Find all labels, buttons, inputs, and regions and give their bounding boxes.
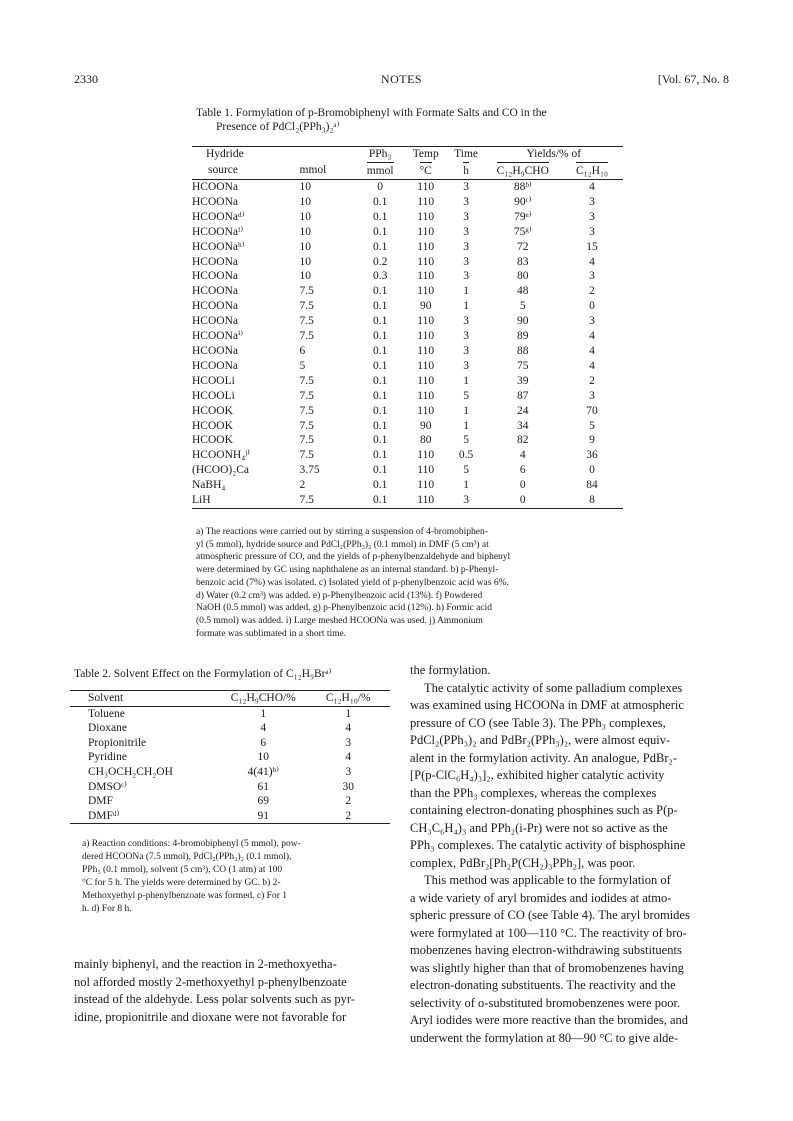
footnote-line: formate was sublimated in a short time. (196, 628, 347, 639)
table-cell-solvent: Propionitrile (88, 736, 147, 749)
table-row (192, 478, 623, 493)
table-cell-source: HCOOK (192, 404, 233, 417)
table-cell-solvent: CH₃OCH₂CH₂OH (88, 765, 173, 778)
table-cell-temp: 110 (417, 449, 435, 462)
table1-footnotes (196, 526, 622, 640)
footnote-line: were determined by GC using naphthalene as an internal standard. b) p-Phenyl- (196, 565, 499, 576)
table-cell-pph3: 0.1 (372, 285, 388, 298)
header-y2: C₁₂H₁₀ (576, 162, 608, 179)
table-cell-source: HCOONa (192, 181, 238, 193)
table-cell-y2: 15 (586, 240, 598, 253)
header-temp-unit: °C (420, 162, 432, 179)
table-cell-mmol: 7.5 (299, 374, 314, 387)
table-cell-solvent: Pyridine (88, 751, 127, 764)
body-text-line: spheric pressure of CO (see Table 4). The aryl bromides (410, 908, 690, 922)
table-cell-mmol: 10 (299, 255, 312, 268)
table-row (70, 794, 390, 809)
table-row (192, 463, 623, 478)
table-cell-y1: 91 (257, 809, 270, 822)
table-cell-y2: 2 (589, 285, 595, 298)
table-cell-y2: 3 (345, 765, 352, 778)
body-text-line: This method was applicable to the formylation of (424, 873, 671, 887)
body-text-line: the formylation. (410, 663, 491, 677)
header-mmol: mmol (299, 164, 327, 176)
table-cell-mmol: 10 (299, 225, 312, 238)
table-cell-mmol: 7.5 (299, 389, 314, 402)
header-pph3: PPh₃ (368, 148, 392, 160)
table-cell-mmol: 7.5 (299, 330, 314, 343)
table-cell-temp: 110 (417, 359, 435, 372)
table-cell-time: 3 (463, 195, 469, 208)
header-time-unit: h (463, 162, 469, 179)
table-row (70, 721, 390, 736)
table-cell-source: HCOONaᶠ⁾ (192, 225, 244, 238)
table-row (192, 448, 623, 463)
table-cell-time: 1 (463, 404, 469, 417)
table-cell-time: 1 (463, 300, 469, 313)
table-cell-y1: 72 (517, 240, 529, 253)
body-text-line: were formylated at 100—110 °C. The reactivity of bro- (410, 925, 687, 940)
section-title: NOTES (380, 72, 423, 86)
table-cell-temp: 110 (417, 255, 435, 268)
table-cell-pph3: 0.1 (372, 210, 388, 223)
header-t2-y1: C₁₂H₉CHO/% (230, 692, 296, 704)
table-cell-temp: 110 (417, 404, 435, 417)
table-cell-source: HCOONa (192, 315, 238, 328)
table-cell-mmol: 7.5 (299, 434, 314, 447)
table-cell-temp: 90 (419, 300, 432, 313)
table-cell-mmol: 6 (299, 344, 306, 357)
table-cell-time: 1 (463, 374, 469, 387)
table-cell-y1: 88 (517, 344, 529, 357)
table2-grid (70, 690, 390, 824)
table-cell-temp: 110 (417, 270, 435, 283)
table-cell-source: HCOONaⁱ⁾ (192, 330, 244, 343)
table-cell-y2: 0 (589, 464, 595, 477)
table-row (70, 750, 390, 765)
table-row (192, 284, 623, 299)
table-row (70, 780, 390, 795)
table-cell-y2: 4 (589, 330, 595, 343)
table-cell-time: 3 (463, 225, 469, 238)
table-cell-source: HCOOLi (192, 389, 235, 402)
table-cell-pph3: 0.1 (372, 225, 388, 238)
table-cell-y1: 75 (517, 359, 529, 372)
table-row (192, 314, 623, 329)
table-cell-y1: 79ᵉ⁾ (514, 210, 532, 223)
table-cell-y1: 4 (260, 722, 267, 735)
body-text-line: was examined using HCOONa in DMF at atmospheric (410, 698, 684, 712)
header-y1: C₁₂H₉CHO (497, 162, 549, 179)
table-cell-temp: 110 (417, 330, 435, 343)
table-cell-y1: 87 (517, 389, 529, 402)
table-cell-pph3: 0.2 (372, 255, 388, 268)
table-cell-mmol: 10 (299, 181, 312, 193)
table-row (70, 736, 390, 751)
table-cell-time: 5 (463, 434, 469, 447)
table-cell-mmol: 10 (299, 240, 312, 253)
table-row (192, 299, 623, 314)
table-row (192, 255, 623, 270)
table-cell-source: HCOONa (192, 195, 238, 208)
table-cell-mmol: 7.5 (299, 449, 314, 462)
body-text-line: a wide variety of aryl bromides and iodides at atmo- (410, 890, 672, 905)
table-cell-source: HCOOK (192, 419, 233, 432)
table-row (192, 225, 623, 240)
table-row (192, 195, 623, 210)
table-cell-time: 0.5 (458, 449, 474, 462)
table-cell-y1: 80 (517, 270, 529, 283)
table-cell-pph3: 0.1 (372, 464, 388, 477)
table-cell-solvent: DMFᵈ⁾ (88, 809, 120, 822)
table-cell-source: HCOONa (192, 255, 238, 268)
footnote-line: a) Reaction conditions: 4-bromobiphenyl (5 mmol), pow- (82, 839, 301, 849)
table-cell-source: HCOOK (192, 434, 233, 447)
table-cell-temp: 110 (417, 464, 435, 477)
table-cell-pph3: 0.1 (372, 494, 388, 507)
table-cell-y2: 70 (586, 404, 598, 417)
body-text-line: pressure of CO (see Table 3). The PPh₃ complexes, (410, 715, 666, 730)
footnote-line: Methoxyethyl p-phenylbenzoate was formed. c) For 1 (82, 891, 287, 901)
table-cell-y2: 3 (589, 389, 595, 402)
footnote-line: benzoic acid (7%) was isolated. c) Isolated yield of p-phenylbenzoic acid was 6%. (196, 577, 509, 588)
table-cell-source: HCOONaᵈ⁾ (192, 210, 245, 223)
table-cell-solvent: Toluene (88, 707, 125, 720)
body-text-line: instead of the aldehyde. Less polar solvents such as pyr- (74, 992, 355, 1006)
table-cell-y1: 34 (517, 419, 529, 432)
table-cell-mmol: 7.5 (299, 315, 314, 328)
table-row (192, 389, 623, 404)
table-cell-mmol: 7.5 (299, 404, 314, 417)
table-cell-y2: 9 (589, 434, 595, 447)
body-text-line: mainly biphenyl, and the reaction in 2-methoxyetha- (74, 957, 337, 971)
table-cell-temp: 110 (417, 374, 435, 387)
table-cell-y1: 39 (517, 374, 529, 387)
table-cell-time: 5 (463, 464, 469, 477)
table-cell-pph3: 0.1 (372, 419, 388, 432)
body-text-line: [P(p-ClC₆H₄)₃]₂, exhibited higher catalytic activity (410, 768, 665, 782)
body-text-line: complex, PdBr₂[Ph₂P(CH₂)₃PPh₂], was poor. (410, 855, 636, 870)
table-cell-y2: 4 (345, 722, 352, 735)
header-temp: Temp (412, 148, 439, 160)
table-cell-time: 3 (463, 240, 469, 253)
right-column-text (410, 662, 731, 1047)
header-t2-y2: C₁₂H₁₀/% (325, 692, 371, 704)
table2-header-row (70, 691, 390, 707)
table-cell-pph3: 0.1 (372, 300, 388, 313)
table-cell-source: HCOONa (192, 359, 238, 372)
table-cell-temp: 110 (417, 181, 435, 193)
table-cell-y1: 10 (257, 751, 270, 764)
table-cell-time: 3 (463, 270, 469, 283)
table-cell-mmol: 7.5 (299, 494, 314, 507)
body-text-line: electron-donating substituents. The reactivity and the (410, 978, 676, 992)
table-cell-temp: 90 (419, 419, 432, 432)
table-cell-y2: 2 (589, 374, 595, 387)
body-text-line: nol afforded mostly 2-methoxyethyl p-phenylbenzoate (74, 974, 347, 989)
table-cell-mmol: 7.5 (299, 419, 314, 432)
table-cell-mmol: 7.5 (299, 285, 314, 298)
table-cell-time: 1 (463, 419, 469, 432)
table-cell-y2: 36 (586, 449, 598, 462)
table-cell-pph3: 0.1 (372, 315, 388, 328)
footnote-line: (0.5 mmol) was added. i) Large meshed HCOONa was used. j) Ammonium (196, 615, 483, 626)
table-cell-time: 3 (463, 330, 469, 343)
table-cell-mmol: 7.5 (299, 300, 314, 313)
table-cell-y2: 4 (589, 181, 595, 193)
body-text-line: Aryl iodides were more reactive than the bromides, and (410, 1013, 689, 1027)
table-cell-mmol: 10 (299, 210, 312, 223)
table-cell-temp: 110 (417, 479, 435, 492)
table-row (192, 419, 623, 434)
table-cell-y1: 75ᵍ⁾ (513, 225, 532, 238)
table-cell-y2: 4 (345, 751, 352, 764)
body-text-line: was slightly higher than that of bromobenzenes having (410, 960, 684, 975)
table1 (192, 146, 623, 509)
table-cell-y1: 0 (519, 494, 526, 507)
table-cell-temp: 110 (417, 240, 435, 253)
table1-caption (196, 106, 616, 134)
table-cell-y2: 4 (589, 359, 595, 372)
header-time: Time (454, 148, 479, 160)
table1-grid (192, 146, 623, 509)
header-solvent: Solvent (88, 692, 124, 704)
body-text-line: underwent the formylation at 80—90 °C to give alde- (410, 1030, 679, 1045)
table-row (192, 210, 623, 225)
table-cell-pph3: 0.1 (372, 359, 388, 372)
header-hydride: Hydride (206, 148, 244, 160)
table-cell-pph3: 0.1 (372, 330, 388, 343)
table-cell-pph3: 0.1 (372, 404, 388, 417)
table-cell-y1: 6 (519, 464, 526, 477)
table-cell-y1: 6 (260, 736, 267, 749)
table-cell-y2: 1 (345, 707, 352, 720)
table-cell-y1: 0 (519, 479, 526, 492)
table-cell-pph3: 0.1 (372, 240, 388, 253)
table-cell-source: HCOONH₄ʲ⁾ (192, 449, 250, 462)
table-cell-time: 3 (463, 494, 469, 507)
table-cell-source: HCOONa (192, 285, 238, 298)
table-cell-source: LiH (192, 494, 211, 507)
table-cell-temp: 110 (417, 225, 435, 238)
page-number: 2330 (74, 72, 98, 86)
body-text-line: The catalytic activity of some palladium complexes (424, 680, 683, 695)
table-cell-y1: 89 (517, 330, 529, 343)
table-cell-solvent: Dioxane (88, 722, 127, 735)
table-row (192, 433, 623, 448)
table-cell-y1: 48 (517, 285, 529, 298)
table-cell-mmol: 10 (299, 195, 312, 208)
volume-info: [Vol. 67, No. 8 (657, 72, 729, 86)
footnote-line: atmospheric pressure of CO, and the yields of p-phenylbenzaldehyde and biphenyl (196, 552, 511, 563)
body-text-line: mobenzenes having electron-withdrawing substituents (410, 943, 682, 957)
table-cell-temp: 110 (417, 494, 435, 507)
table-cell-pph3: 0 (377, 181, 384, 193)
table-cell-y1: 88ᵇ⁾ (513, 181, 532, 193)
table-cell-y2: 4 (589, 344, 595, 357)
footnote-line: PPh₃ (0.1 mmol), solvent (5 cm³), CO (1 atm) at 100 (82, 865, 283, 875)
table-cell-source: NaBH₄ (192, 479, 226, 492)
table-row (192, 404, 623, 419)
table-cell-pph3: 0.1 (372, 389, 388, 402)
table-cell-y1: 5 (519, 300, 526, 313)
table-cell-source: HCOOLi (192, 374, 235, 387)
table1-header-row2 (192, 162, 623, 180)
table-cell-y2: 4 (589, 255, 595, 268)
footnote-line: dered HCOONa (7.5 mmol), PdCl₂(PPh₃)₂ (0.1 mmol), (82, 852, 292, 862)
table-cell-pph3: 0.3 (372, 270, 388, 283)
body-text-line: PdCl₂(PPh₃)₂ and PdBr₂(PPh₃)₂, were almost equiv- (410, 733, 671, 747)
table-cell-temp: 80 (419, 434, 432, 447)
table-row (192, 344, 623, 359)
table-cell-y2: 30 (342, 780, 354, 793)
table-cell-temp: 110 (417, 344, 435, 357)
table1-header-row1 (192, 147, 623, 163)
footnote-line: h. d) For 8 h. (82, 904, 132, 914)
table-cell-y2: 3 (589, 315, 595, 328)
footnote-line: NaOH (0.5 mmol) was added. g) p-Phenylbenzoic acid (12%). h) Formic acid (196, 603, 492, 614)
table-cell-y1: 69 (257, 795, 270, 808)
table-cell-y2: 3 (589, 195, 595, 208)
table-row (192, 240, 623, 255)
table-cell-y1: 24 (517, 404, 529, 417)
footnote-line: °C for 5 h. The yields were determined by GC. b) 2- (82, 878, 281, 888)
table-cell-y1: 90ᶜ⁾ (514, 195, 532, 208)
table-cell-pph3: 0.1 (372, 195, 388, 208)
table-cell-pph3: 0.1 (372, 344, 388, 357)
table-cell-time: 3 (463, 344, 469, 357)
table-cell-y1: 1 (260, 707, 267, 720)
footnote-line: a) The reactions were carried out by stirring a suspension of 4-bromobiphen- (196, 527, 488, 537)
table-cell-solvent: DMF (88, 795, 113, 808)
table-cell-temp: 110 (417, 210, 435, 223)
table-row (192, 269, 623, 284)
table-cell-time: 5 (463, 389, 469, 402)
table-cell-y1: 4 (519, 449, 526, 462)
table-cell-y1: 82 (517, 434, 529, 447)
table-cell-temp: 110 (417, 389, 435, 402)
table-cell-solvent: DMSOᶜ⁾ (88, 780, 127, 793)
table-cell-time: 3 (463, 359, 469, 372)
header-yields: Yields/% of (526, 148, 582, 160)
table-cell-y2: 2 (345, 809, 352, 822)
table-cell-mmol: 10 (299, 270, 312, 283)
table-cell-y1: 61 (257, 780, 270, 793)
table-row (192, 374, 623, 389)
table-cell-y2: 0 (589, 300, 595, 313)
running-header (74, 72, 729, 88)
table-row (192, 359, 623, 374)
table-cell-y2: 3 (589, 270, 595, 283)
table-row (192, 493, 623, 508)
table-cell-time: 1 (463, 285, 469, 298)
table2-footnotes (82, 838, 388, 916)
body-text-line: than the PPh₃ complexes, whereas the complexes (410, 785, 657, 800)
table-cell-source: HCOONaʰ⁾ (192, 240, 245, 253)
table-cell-y1: 4(41)ᵇ⁾ (247, 765, 279, 778)
table-cell-source: HCOONa (192, 344, 238, 357)
table-cell-source: HCOONa (192, 300, 238, 313)
header-pph3-unit: mmol (367, 162, 394, 179)
body-text-line: alent in the formylation activity. An analogue, PdBr₂- (410, 750, 678, 765)
table-cell-y2: 5 (589, 419, 595, 432)
table-cell-temp: 110 (417, 195, 435, 208)
footnote-line: yl (5 mmol), hydride source and PdCl₂(PPh₃)₂ (0.1 mmol) in DMF (5 cm³) at (196, 539, 489, 550)
table-cell-source: (HCOO)₂Ca (192, 464, 250, 477)
table-cell-y2: 84 (586, 479, 598, 492)
body-text-line: containing electron-donating phosphines such as P(p- (410, 803, 678, 817)
table2-caption: Table 2. Solvent Effect on the Formylation of C₁₂H₉Brᵃ⁾ (74, 668, 332, 680)
table-cell-mmol: 3.75 (299, 464, 320, 477)
table-row (192, 329, 623, 344)
table-cell-pph3: 0.1 (372, 434, 388, 447)
table-cell-pph3: 0.1 (372, 449, 388, 462)
table-cell-pph3: 0.1 (372, 374, 388, 387)
table-row (192, 180, 623, 195)
table-cell-pph3: 0.1 (372, 479, 388, 492)
footnote-line: d) Water (0.2 cm³) was added. e) p-Phenylbenzoic acid (13%). f) Powdered (196, 590, 483, 601)
table-cell-mmol: 5 (299, 359, 306, 372)
left-column-text (74, 956, 390, 1026)
header-source: source (208, 164, 239, 176)
body-text-line: selectivity of o-substituted bromobenzenes were poor. (410, 995, 681, 1010)
body-text-line: CH₃C₆H₄)₃ and PPh₂(i-Pr) were not so active as the (410, 820, 668, 835)
table-cell-y1: 90 (517, 315, 529, 328)
table-cell-time: 3 (463, 255, 469, 268)
table-cell-y2: 8 (589, 494, 595, 507)
table-cell-temp: 110 (417, 285, 435, 298)
table-cell-y2: 3 (589, 210, 595, 223)
body-text-line: idine, propionitrile and dioxane were not favorable for (74, 1009, 347, 1024)
table-row (70, 809, 390, 824)
table-cell-y2: 2 (345, 795, 352, 808)
table-cell-time: 3 (463, 181, 469, 193)
table-cell-time: 3 (463, 210, 469, 223)
table-cell-y1: 83 (517, 255, 529, 268)
table-cell-temp: 110 (417, 315, 435, 328)
table-cell-mmol: 2 (299, 479, 306, 492)
table-cell-y2: 3 (589, 225, 595, 238)
table-row (70, 765, 390, 780)
body-text-line: PPh₃ complexes. The catalytic activity of bisphosphine (410, 838, 686, 852)
table1-caption-line1: Table 1. Formylation of p-Bromobiphenyl with Formate Salts and CO in the (196, 107, 547, 119)
table-cell-source: HCOONa (192, 270, 238, 283)
table-row (70, 706, 390, 721)
table1-caption-line2: Presence of PdCl₂(PPh₃)₂ᵃ⁾ (216, 121, 340, 133)
table-cell-time: 1 (463, 479, 469, 492)
table2 (70, 690, 390, 824)
table-cell-time: 3 (463, 315, 469, 328)
table-cell-y2: 3 (345, 736, 352, 749)
